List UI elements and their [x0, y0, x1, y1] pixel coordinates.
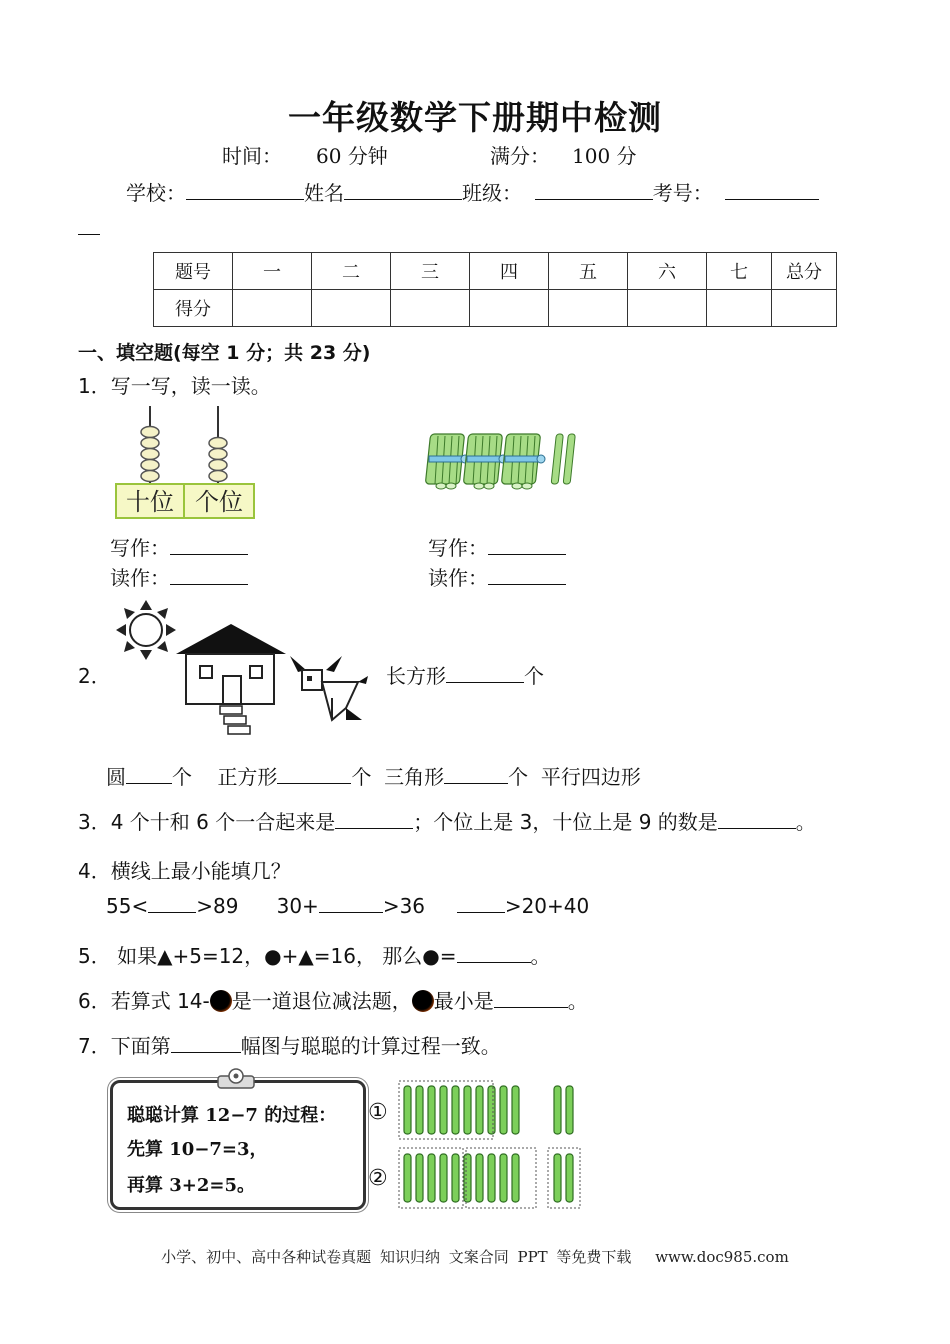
q4a-left: 55<: [106, 894, 149, 918]
stick-bundle: [463, 434, 507, 489]
abacus-illustration: [110, 402, 260, 522]
answer-blank[interactable]: [335, 810, 413, 829]
score-table-header-row: [154, 253, 837, 290]
stick-bundle: [425, 434, 469, 489]
exam-no-field-wrap: [78, 234, 100, 235]
question-4: 4．横线上最小能填几？: [78, 859, 291, 883]
score-input-cell[interactable]: [628, 290, 707, 327]
page-footer: 小学、初中、高中各种试卷真题 知识归纳 文案合同 PPT 等免费下载 www.doc985.com: [161, 1248, 789, 1266]
calculation-board: [110, 1080, 366, 1210]
table-cell: 六: [628, 253, 707, 290]
q3-text-a: 3．4 个十和 6 个一合起来是: [78, 810, 336, 834]
section-title: 一、填空题(每空 1 分；共 23 分): [78, 342, 371, 364]
q3-end: 。: [795, 810, 816, 834]
unit-label: 个: [351, 765, 372, 789]
circle-label: 圆: [106, 765, 126, 789]
read-row-right: [428, 562, 566, 591]
table-cell: 二: [312, 253, 391, 290]
score-input-cell[interactable]: [470, 290, 549, 327]
table-cell: 七: [707, 253, 772, 290]
q4c-right: >20+40: [504, 894, 590, 918]
question-5: [78, 940, 551, 969]
exam-no-field[interactable]: [725, 179, 819, 200]
unknown-digit-icon: [412, 990, 434, 1012]
abacus-label-ones: 个位: [195, 488, 243, 516]
write-label: 写作：: [428, 536, 488, 560]
single-stick: [551, 434, 563, 484]
stick-options-illustration: [396, 1078, 586, 1212]
parallelogram-label: 平行四边形: [540, 765, 641, 789]
answer-blank[interactable]: [444, 765, 508, 784]
q7-text-b: 幅图与聪聪的计算过程一致。: [240, 1034, 501, 1058]
name-label: 姓名: [304, 181, 344, 205]
answer-blank[interactable]: [446, 664, 524, 683]
q6-end: 。: [567, 989, 588, 1013]
question-2-number: 2．: [78, 664, 111, 688]
answer-blank[interactable]: [488, 566, 566, 585]
time-value: 60 分钟: [316, 144, 388, 168]
class-label: 班级：: [462, 181, 522, 205]
page-title: 一年级数学下册期中检测: [288, 98, 662, 137]
q3-text-b: ；个位上是 3，十位上是 9 的数是: [413, 810, 718, 834]
stick-bundle: [501, 434, 545, 489]
unit-label: 个: [508, 765, 529, 789]
read-row-left: [110, 562, 248, 591]
answer-blank[interactable]: [319, 894, 383, 913]
score-label: 满分：: [490, 144, 550, 168]
single-stick: [563, 434, 575, 484]
score-input-cell[interactable]: [312, 290, 391, 327]
triangle-label: 三角形: [384, 765, 445, 789]
answer-blank[interactable]: [718, 810, 796, 829]
q6-text-c: 最小是: [433, 989, 494, 1013]
answer-blank[interactable]: [126, 765, 172, 784]
question-1: 1．写一写，读一读。: [78, 374, 271, 398]
read-label: 读作：: [110, 566, 170, 590]
house-icon: [176, 624, 286, 734]
table-cell: 三: [391, 253, 470, 290]
answer-blank[interactable]: [148, 894, 196, 913]
write-row-right: [428, 532, 566, 561]
answer-blank[interactable]: [494, 989, 568, 1008]
clip-icon: [214, 1066, 258, 1090]
score-value: 100 分: [572, 144, 637, 168]
question-6: [78, 985, 588, 1014]
abacus-beads-ones: [209, 438, 227, 482]
q4b-right: >36: [382, 894, 426, 918]
table-cell: 题号: [154, 253, 233, 290]
q5-end: 。: [530, 944, 551, 968]
q6-text-b: 是一道退位减法题，: [231, 989, 412, 1013]
unit-label: 个: [172, 765, 192, 789]
school-label: 学校：: [126, 181, 186, 205]
question-7: [78, 1030, 501, 1059]
abacus-label-tens: 十位: [126, 488, 174, 516]
option-label-1: ①: [368, 1100, 388, 1125]
name-field[interactable]: [344, 179, 462, 200]
score-input-cell[interactable]: [772, 290, 837, 327]
score-table-score-row: [154, 290, 837, 327]
write-label: 写作：: [110, 536, 170, 560]
write-row-left: [110, 532, 248, 561]
table-cell: 总分: [772, 253, 837, 290]
q4b-left: 30+: [276, 894, 319, 918]
table-cell: 一: [233, 253, 312, 290]
answer-blank[interactable]: [457, 894, 505, 913]
score-input-cell[interactable]: [549, 290, 628, 327]
board-line-3: 再算 3+2=5。: [127, 1175, 256, 1196]
unknown-digit-icon: [210, 990, 232, 1012]
answer-blank[interactable]: [488, 536, 566, 555]
answer-blank[interactable]: [457, 944, 531, 963]
class-field[interactable]: [535, 179, 653, 200]
abacus-beads-tens: [141, 427, 159, 482]
q7-text-a: 7．下面第: [78, 1034, 171, 1058]
square-label: 正方形: [217, 765, 278, 789]
score-input-cell[interactable]: [233, 290, 312, 327]
question-4-items: [106, 894, 589, 918]
table-cell: 五: [549, 253, 628, 290]
q4a-right: >89: [196, 894, 239, 918]
question-3: [78, 806, 816, 835]
student-info: [126, 177, 819, 206]
rect-label: 长方形: [386, 664, 446, 688]
question-2-shapes-row: [106, 761, 641, 790]
score-input-cell[interactable]: [707, 290, 772, 327]
stick-bundles-illustration: [425, 428, 585, 494]
board-line-2: 先算 10−7=3，: [127, 1139, 268, 1160]
answer-blank[interactable]: [170, 566, 248, 585]
question-2-rect-row: [386, 660, 544, 689]
q6-text-a: 6．若算式 14-: [78, 989, 210, 1013]
shapes-picture: [110, 598, 380, 740]
table-cell: 得分: [154, 290, 233, 327]
answer-blank[interactable]: [171, 1034, 241, 1053]
option-label-2: ②: [368, 1166, 388, 1191]
time-label: 时间：: [222, 144, 282, 168]
sun-icon: [116, 600, 176, 660]
score-table: [153, 252, 837, 327]
exam-no-label: 考号：: [652, 181, 713, 205]
unit-label: 个: [524, 664, 544, 688]
score-input-cell[interactable]: [391, 290, 470, 327]
answer-blank[interactable]: [277, 765, 351, 784]
animal-icon: [290, 656, 368, 720]
read-label: 读作：: [428, 566, 488, 590]
board-line-1: 聪聪计算 12−7 的过程：: [127, 1105, 337, 1126]
q5-text: 5． 如果▲+5=12，●+▲=16， 那么●=: [78, 944, 457, 968]
school-field[interactable]: [186, 179, 304, 200]
answer-blank[interactable]: [170, 536, 248, 555]
table-cell: 四: [470, 253, 549, 290]
